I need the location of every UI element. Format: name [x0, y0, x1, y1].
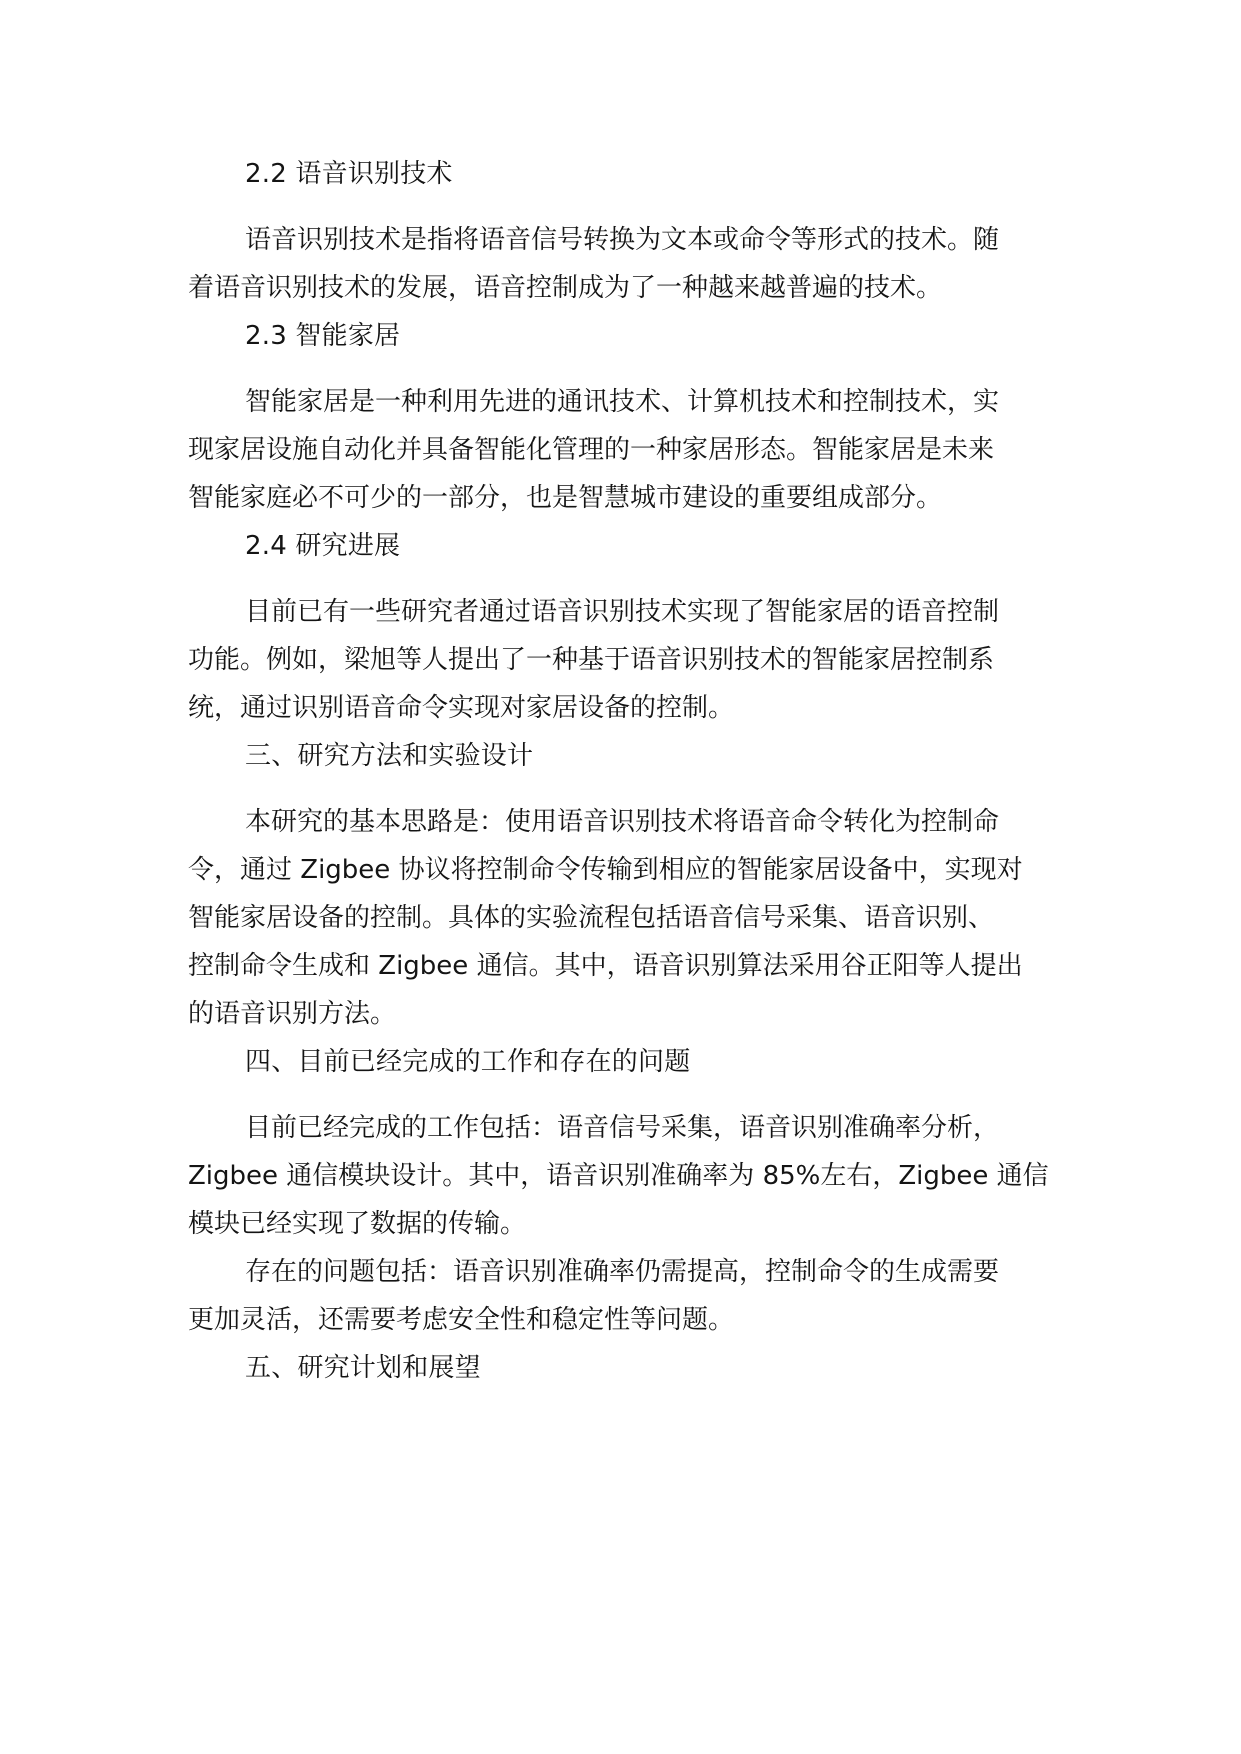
body-paragraph	[188, 1248, 1056, 1344]
section-heading: 2.4 研究进展	[245, 531, 401, 561]
paragraph-line: Zigbee 通信模块设计。其中，语音识别准确率为 85%左右，Zigbee 通信	[188, 1161, 1049, 1191]
body-paragraph	[188, 798, 1056, 1038]
section-heading: 2.3 智能家居	[245, 321, 401, 351]
paragraph-line: 智能家居设备的控制。具体的实验流程包括语音信号采集、语音识别、	[188, 903, 995, 933]
paragraph-line: 控制命令生成和 Zigbee 通信。其中，语音识别算法采用谷正阳等人提出	[188, 951, 1023, 981]
section-heading: 三、研究方法和实验设计	[245, 741, 534, 771]
paragraph-line: 语音识别技术是指将语音信号转换为文本或命令等形式的技术。随	[245, 225, 1000, 255]
paragraph-line: 存在的问题包括：语音识别准确率仍需提高，控制命令的生成需要	[245, 1257, 1000, 1287]
paragraph-line: 更加灵活，还需要考虑安全性和稳定性等问题。	[188, 1305, 735, 1335]
body-paragraph	[188, 588, 1056, 732]
paragraph-line: 的语音识别方法。	[188, 999, 397, 1029]
paragraph-line: 着语音识别技术的发展，语音控制成为了一种越来越普遍的技术。	[188, 273, 943, 303]
paragraph-line: 令，通过 Zigbee 协议将控制命令传输到相应的智能家居设备中，实现对	[188, 855, 1023, 885]
paragraph-line: 功能。例如，梁旭等人提出了一种基于语音识别技术的智能家居控制系	[188, 645, 995, 675]
paragraph-line: 统，通过识别语音命令实现对家居设备的控制。	[188, 693, 735, 723]
paragraph-line: 模块已经实现了数据的传输。	[188, 1209, 527, 1239]
section-heading: 2.2 语音识别技术	[245, 159, 453, 189]
section-heading: 五、研究计划和展望	[245, 1353, 481, 1383]
body-paragraph	[188, 1104, 1056, 1248]
body-paragraph	[188, 216, 1056, 312]
paragraph-line: 现家居设施自动化并具备智能化管理的一种家居形态。智能家居是未来	[188, 435, 995, 465]
paragraph-line: 智能家居是一种利用先进的通讯技术、计算机技术和控制技术，实	[245, 387, 1000, 417]
body-paragraph	[188, 378, 1056, 522]
paragraph-line: 本研究的基本思路是：使用语音识别技术将语音命令转化为控制命	[245, 807, 1000, 837]
paragraph-line: 目前已有一些研究者通过语音识别技术实现了智能家居的语音控制	[245, 597, 1000, 627]
section-heading: 四、目前已经完成的工作和存在的问题	[245, 1047, 691, 1077]
document-body	[188, 150, 1056, 1410]
paragraph-line: 智能家庭必不可少的一部分，也是智慧城市建设的重要组成部分。	[188, 483, 943, 513]
paragraph-line: 目前已经完成的工作包括：语音信号采集，语音识别准确率分析，	[245, 1113, 1000, 1143]
